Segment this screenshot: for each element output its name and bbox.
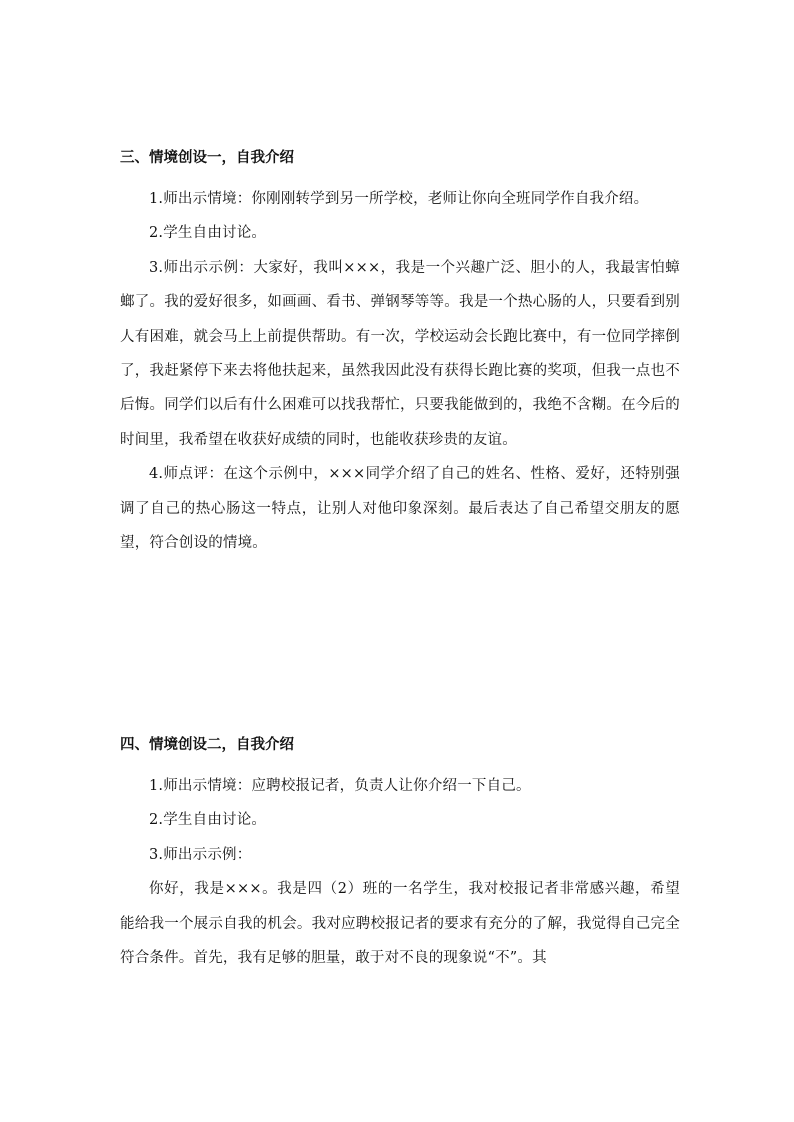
paragraph: 1.师出示情境：你刚刚转学到另一所学校，老师让你向全班同学作自我介绍。 (149, 191, 649, 207)
paragraph: 2.学生自由讨论。 (149, 225, 267, 242)
section-heading: 四、情境创设二，自我介绍 (120, 737, 294, 753)
paragraph: 1.师出示情境：应聘校报记者，负责人让你介绍一下自己。 (149, 778, 531, 794)
section-situation-two (120, 733, 680, 975)
section-heading: 三、情境创设一，自我介绍 (120, 150, 294, 166)
paragraph: 4.师点评：在这个示例中，×××同学介绍了自己的姓名、性格、爱好，还特别强调了自己的热心肠这一特点，让别人对他印象深刻。最后表达了自己希望交朋友的愿望，符合创设的情境。 (120, 466, 680, 552)
paragraph: 3.师出示示例：大家好，我叫×××，我是一个兴趣广泛、胆小的人，我最害怕蟑螂了。我的爱好很多，如画画、看书、弹钢琴等等。我是一个热心肠的人，只要看到别人有困难，就会马上上前提供帮助。有一次，学校运动会长跑比赛中，有一位同学摔倒了，我赶紧停下来去将他扶起来，虽然我因此没有获得长跑比赛的奖项，但我一点也不后悔。同学们以后有什么困难可以找我帮忙，只要我能做到的，我绝不含糊。在今后的时间里，我希望在收获好成绩的同时，也能收获珍贵的友谊。 (120, 259, 680, 448)
paragraph: 2.学生自由讨论。 (149, 812, 267, 829)
paragraph: 你好，我是×××。我是四（2）班的一名学生，我对校报记者非常感兴趣，希望能给我一个展示自我的机会。我对应聘校报记者的要求有充分的了解，我觉得自己完全符合条件。首先，我有足够的胆量，敢于对不良的现象说“不”。其 (120, 881, 680, 967)
paragraph: 3.师出示示例： (149, 846, 252, 863)
section-situation-one (120, 146, 680, 560)
